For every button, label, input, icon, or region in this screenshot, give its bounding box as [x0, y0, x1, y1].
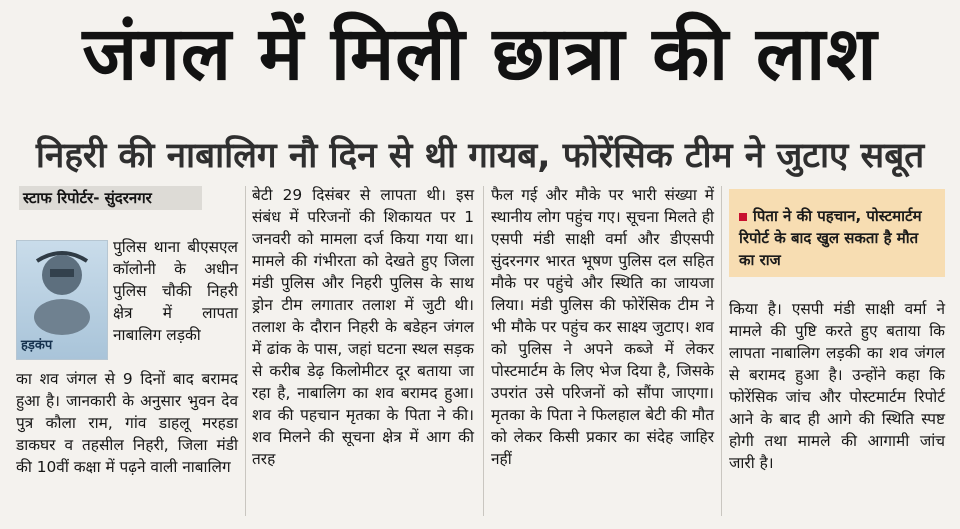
column-4	[729, 298, 945, 474]
column-1-bottom	[16, 368, 238, 478]
subheadline: निहरी की नाबालिग नौ दिन से थी गायब, फोरेंसिक टीम ने जुटाए सबूत	[35, 136, 925, 176]
bullet-icon	[739, 213, 747, 221]
column-3	[491, 184, 714, 470]
person-illustration-icon	[17, 243, 107, 338]
photo-caption: हड़कंप	[21, 338, 53, 353]
byline: स्टाफ रिपोर्टर- सुंदरनगर	[19, 186, 202, 210]
paragraph: का शव जंगल से 9 दिनों बाद बरामद हुआ है। जानकारी के अनुसार भुवन देव पुत्र कौला राम, गांव डाहलू मरहडा डाकघर व तहसील निहरी, जिला मंडी की 10वीं कक्षा में पढ़ने वाली नाबालिग	[16, 370, 238, 476]
paragraph: किया है। एसपी मंडी साक्षी वर्मा ने मामले की पुष्टि करते हुए बताया कि लापता नाबालिग लड़की का शव जंगल से बरामद हुआ है। उन्होंने कहा कि फोरेंसिक जांच और पोस्टमार्टम रिपोर्ट आने के बाद ही आगे की स्थिति स्पष्ट होगी तथा मामले की आगामी जांच जारी है।	[729, 300, 945, 472]
column-1-wrap	[113, 236, 238, 346]
column-divider	[245, 186, 246, 516]
thumbnail-image	[16, 240, 108, 360]
paragraph: पुलिस थाना बीएसएल कॉलोनी के अधीन पुलिस चौकी निहरी क्षेत्र में लापता नाबालिग लड़की	[113, 238, 238, 344]
column-divider	[721, 186, 722, 516]
column-2	[252, 184, 474, 470]
highlight-box	[729, 189, 945, 277]
column-divider	[483, 186, 484, 516]
paragraph: फैल गई और मौके पर भारी संख्या में स्थानीय लोग पहुंच गए। सूचना मिलते ही एसपी मंडी साक्षी वर्मा और डीएसपी सुंदरनगर भारत भूषण पुलिस दल सहित मौके पर पहुंचे और स्थिति का जायजा लिया। मंडी पुलिस की फोरेंसिक टीम ने भी मौके पर पहुंच कर साक्ष्य जुटाए। शव को पुलिस ने अपने कब्जे में लेकर पोस्टमार्टम के लिए भेज दिया है, जिसके उपरांत उसे परिजनों को सौंपा जाएगा। मृतका के पिता ने फिलहाल बेटी की मौत को लेकर किसी प्रकार का संदेह जाहिर नहीं	[491, 186, 714, 468]
headline: जंगल में मिली छात्रा की लाश	[82, 11, 878, 97]
paragraph: बेटी 29 दिसंबर से लापता थी। इस संबंध में परिजनों की शिकायत पर 1 जनवरी को मामला दर्ज किया गया था। मामले की गंभीरता को देखते हुए जिला मंडी पुलिस और निहरी पुलिस के साथ ड्रोन टीम लगातार तलाश में जुटी थी। तलाश के दौरान निहरी के बडेहन जंगल में ढांक के पास, जहां घटना स्थल सड़क से करीब डेढ़ किलोमीटर दूर बताया जा रहा है, नाबालिग का शव बरामद हुआ। शव की पहचान मृतका के पिता ने की। शव मिलने की सूचना क्षेत्र में आग की तरह	[252, 186, 474, 468]
highlight-text: पिता ने की पहचान, पोस्टमार्टम रिपोर्ट के बाद खुल सकता है मौत का राज	[739, 207, 922, 269]
